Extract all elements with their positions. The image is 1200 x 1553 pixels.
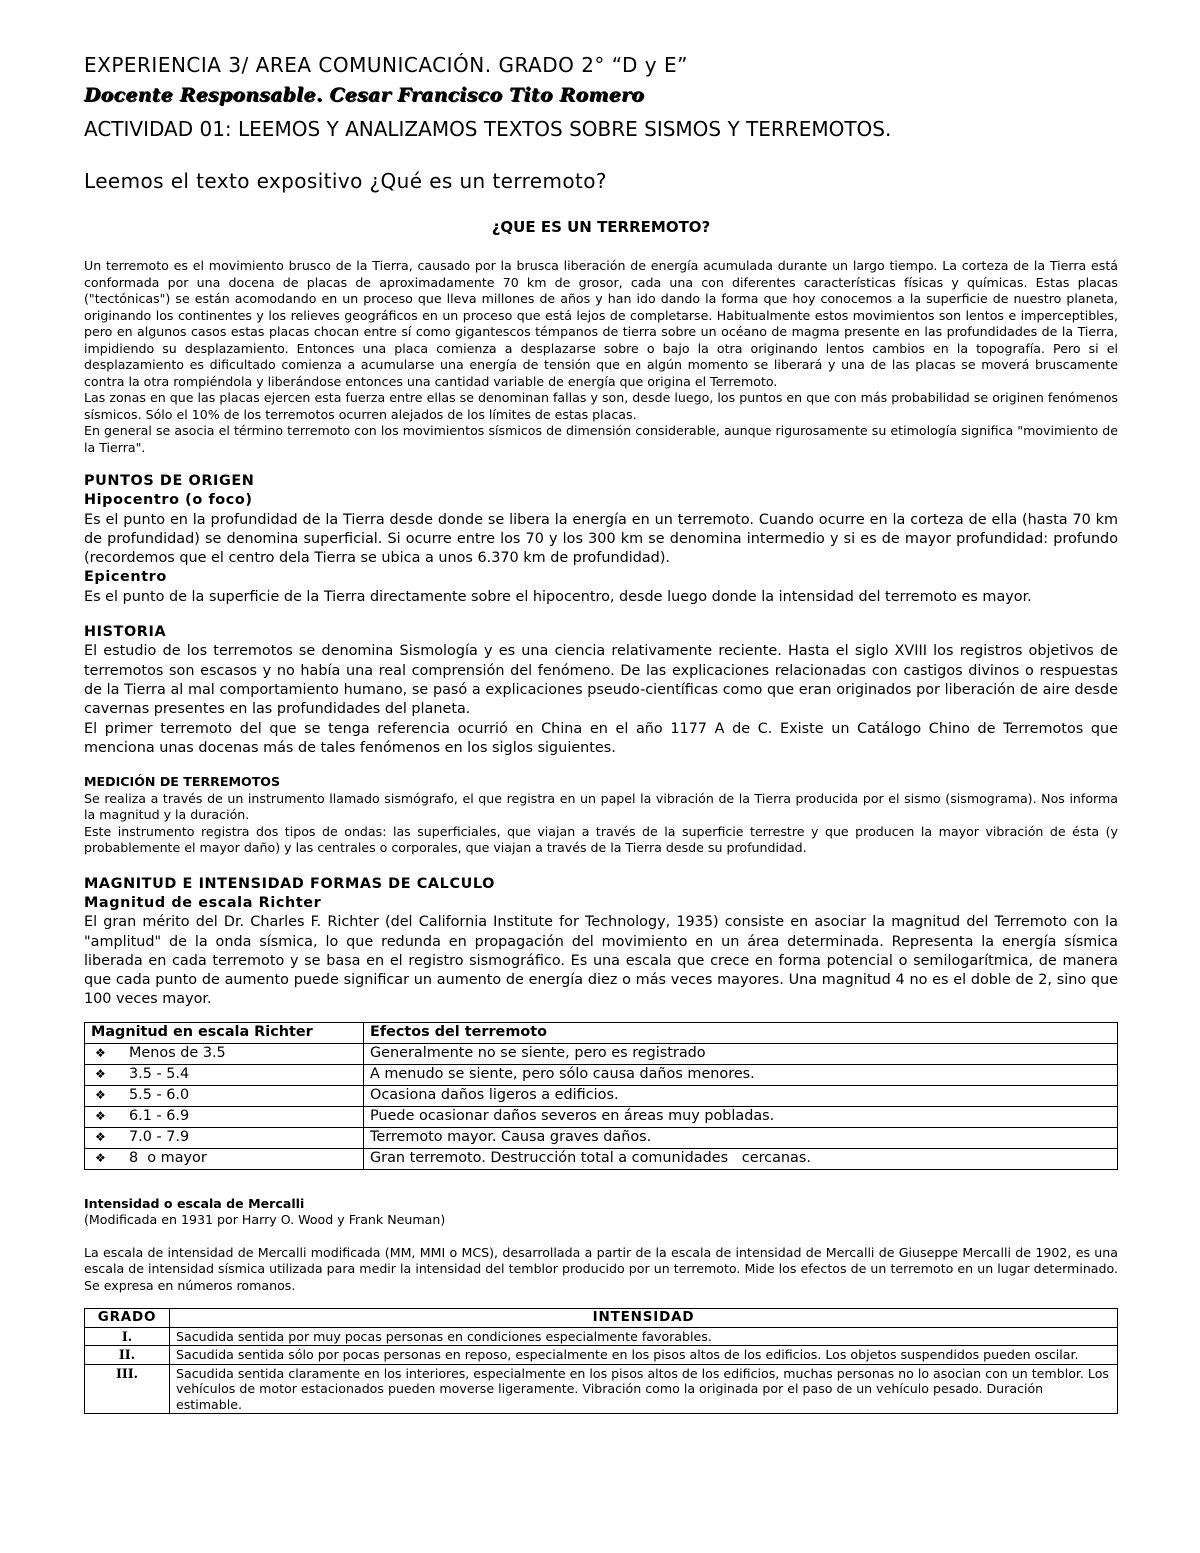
table-header-row [85, 1309, 1118, 1328]
column-header-efectos: Efectos del terremoto [364, 1022, 1118, 1043]
magnitude-value: Menos de 3.5 [129, 1045, 226, 1062]
grade-value: I. [85, 1327, 170, 1346]
subheading-mercalli: Intensidad o escala de Mercalli [84, 1195, 305, 1211]
medicion-paragraph-1: Se realiza a través de un instrumento llamado sismógrafo, el que registra en un papel la vibración de la Tierra producida por el sismo (sismograma). Nos informa la magnitud y la duración. [84, 790, 1118, 823]
subheading-richter: Magnitud de escala Richter [84, 894, 322, 911]
grade-value: III. [85, 1364, 170, 1414]
effect-text: Terremoto mayor. Causa graves daños. [364, 1127, 1118, 1148]
activity-title: ACTIVIDAD 01: LEEMOS Y ANALIZAMOS TEXTOS SOBRE SISMOS Y TERREMOTOS. [84, 117, 892, 141]
hipocentro-text: Es el punto en la profundidad de la Tierra desde donde se libera la energía en un terremoto. Cuando ocurre en la corteza de ella (hasta 70 km de profundidad) se denomina superficial. Si ocurre entre los 70 y los 300 km se denomina intermedio y si es de mayor profundidad: profundo (recordemos que el centro dela Tierra se ubica a unos 6.370 km de profundidad). [84, 511, 1118, 567]
diamond-bullet-icon: ❖ [95, 1067, 106, 1082]
epicentro-text: Es el punto de la superficie de la Tierra directamente sobre el hipocentro, desde luego donde la intensidad del terremoto es mayor. [84, 588, 1032, 605]
section-heading-magnitud: MAGNITUD E INTENSIDAD FORMAS DE CALCULO [84, 875, 495, 892]
mercalli-subtitle: (Modificada en 1931 por Harry O. Wood y Frank Neuman) [84, 1212, 446, 1228]
column-header-grado: GRADO [85, 1309, 170, 1328]
diamond-bullet-icon: ❖ [95, 1046, 106, 1061]
column-header-intensidad: INTENSIDAD [170, 1309, 1118, 1328]
mercalli-table [84, 1308, 1118, 1414]
table-row [85, 1327, 1118, 1346]
mercalli-text: La escala de intensidad de Mercalli modificada (MM, MMI o MCS), desarrollada a partir de la escala de intensidad de Mercalli de Giuseppe Mercalli de 1902, es una escala de intensidad sísmica utilizada para medir la intensidad del temblor producido por un terremoto. Mide los efectos de un terremoto en un lugar determinado. Se expresa en números romanos. [84, 1244, 1118, 1293]
magnitude-value: 6.1 - 6.9 [129, 1108, 190, 1125]
intro-paragraph-2: Las zonas en que las placas ejercen esta fuerza entre ellas se denominan fallas y son, desde luego, los puntos en que con más probabilidad se originen fenómenos sísmicos. Sólo el 10% de los terremotos ocurren alejados de los límites de estas placas. [84, 390, 1118, 422]
effect-text: Gran terremoto. Destrucción total a comunidades cercanas. [364, 1148, 1118, 1169]
table-row [85, 1364, 1118, 1414]
effect-text: Ocasiona daños ligeros a edificios. [364, 1085, 1118, 1106]
magnitude-value: 7.0 - 7.9 [129, 1129, 190, 1146]
table-row [85, 1346, 1118, 1365]
magnitude-value: 3.5 - 5.4 [129, 1066, 190, 1083]
effect-text: Puede ocasionar daños severos en áreas muy pobladas. [364, 1106, 1118, 1127]
table-row [85, 1064, 1118, 1085]
intensity-text: Sacudida sentida sólo por pocas personas en reposo, especialmente en los pisos altos de los edificios. Los objetos suspendidos pueden oscilar. [170, 1346, 1118, 1365]
grade-value: II. [85, 1346, 170, 1365]
document-title: EXPERIENCIA 3/ AREA COMUNICACIÓN. GRADO 2° “D y E” [84, 53, 688, 77]
table-row [85, 1127, 1118, 1148]
document-page [84, 52, 1118, 1414]
intensity-text: Sacudida sentida claramente en los interiores, especialmente en los pisos altos de los edificios, muchas personas no lo asocian con un temblor. Los vehículos de motor estacionados pueden moverse ligeramente. Vibración como la originada por el paso de un vehículo pesado. Duración estimable. [170, 1364, 1118, 1414]
column-header-magnitud: Magnitud en escala Richter [85, 1022, 364, 1043]
medicion-paragraph-2: Este instrumento registra dos tipos de ondas: las superficiales, que viajan a través de la superficie terrestre y que producen la mayor vibración de ésta (y probablemente el mayor daño) y las centrales o corporales, que viajan a través de la Tierra desde su profundidad. [84, 823, 1118, 856]
effect-text: Generalmente no se siente, pero es registrado [364, 1043, 1118, 1064]
intro-paragraph-1: Un terremoto es el movimiento brusco de la Tierra, causado por la brusca liberación de energía acumulada durante un largo tiempo. La corteza de la Tierra está conformada por una docena de placas de aproximadamente 70 km de grosor, cada una con diferentes características físicas y químicas. Estas placas ("tectónicas") se están acomodando en un proceso que lleva millones de años y han ido dando la forma que hoy conocemos a la superficie de nuestro planeta, originando los continentes y los relieves geográficos en un proceso que está lejos de completarse. Habitualmente estos movimientos son lentos e imperceptibles, pero en algunos casos estas placas chocan entre sí como gigantescos témpanos de tierra sobre un océano de magma presente en las profundidades de la Tierra, impidiendo su desplazamiento. Entonces una placa comienza a desplazarse sobre o bajo la otra originando lentos cambios en la topografía. Pero si el desplazamiento es dificultado comienza a acumularse una energía de tensión que en algún momento se liberará y una de las placas se moverá bruscamente contra la otra rompiéndola y liberándose entonces una cantidad variable de energía que origina el Terremoto. [84, 258, 1118, 389]
section-heading-puntos: PUNTOS DE ORIGEN [84, 473, 255, 489]
diamond-bullet-icon: ❖ [95, 1130, 106, 1145]
table-header-row [85, 1022, 1118, 1043]
historia-paragraph-2: El primer terremoto del que se tenga referencia ocurrió en China en el año 1177 A de C. Existe un Catálogo Chino de Terremotos que menciona unas docenas más de tales fenómenos en los siglos siguientes. [84, 720, 1118, 756]
intensity-text: Sacudida sentida por muy pocas personas en condiciones especialmente favorables. [170, 1327, 1118, 1346]
table-row [85, 1148, 1118, 1169]
subheading-hipocentro: Hipocentro (o foco) [84, 492, 253, 509]
richter-table [84, 1022, 1118, 1170]
magnitude-value: 5.5 - 6.0 [129, 1087, 190, 1104]
subheading-epicentro: Epicentro [84, 569, 167, 586]
intro-paragraph-3: En general se asocia el término terremoto con los movimientos sísmicos de dimensión considerable, aunque rigurosamente su etimología significa "movimiento de la Tierra". [84, 423, 1118, 455]
section-heading-medicion: MEDICIÓN DE TERREMOTOS [84, 774, 281, 790]
table-row [85, 1085, 1118, 1106]
effect-text: A menudo se siente, pero sólo causa daños menores. [364, 1064, 1118, 1085]
diamond-bullet-icon: ❖ [95, 1109, 106, 1124]
teacher-name: Docente Responsable. Cesar Francisco Tito Romero [84, 84, 645, 106]
article-title: ¿QUE ES UN TERREMOTO? [491, 218, 711, 236]
table-row [85, 1043, 1118, 1064]
historia-paragraph-1: El estudio de los terremotos se denomina Sismología y es una ciencia relativamente reciente. Hasta el siglo XVIII los registros objetivos de terremotos son escasos y no había una real comprensión del fenómeno. De las explicaciones relacionadas con castigos divinos o respuestas de la Tierra al mal comportamiento humano, se pasó a explicaciones pseudo-científicas como que eran originados por liberación de aire desde cavernas presentes en las profundidades del planeta. [84, 643, 1118, 718]
diamond-bullet-icon: ❖ [95, 1151, 106, 1166]
table-row [85, 1106, 1118, 1127]
diamond-bullet-icon: ❖ [95, 1088, 106, 1103]
lead-text: Leemos el texto expositivo ¿Qué es un terremoto? [84, 169, 607, 193]
richter-text: El gran mérito del Dr. Charles F. Richter (del California Institute for Technology, 1935) consiste en asociar la magnitud del Terremoto con la "amplitud" de la onda sísmica, lo que redunda en propagación del movimiento en un área determinada. Representa la energía sísmica liberada en cada terremoto y se basa en el registro sismográfico. Es una escala que crece en forma potencial o semilogarítmica, de manera que cada punto de aumento puede significar un aumento de energía diez o más veces mayores. Una magnitud 4 no es el doble de 2, sino que 100 veces mayor. [84, 914, 1118, 1008]
section-heading-historia: HISTORIA [84, 624, 167, 641]
magnitude-value: 8 o mayor [129, 1150, 207, 1167]
